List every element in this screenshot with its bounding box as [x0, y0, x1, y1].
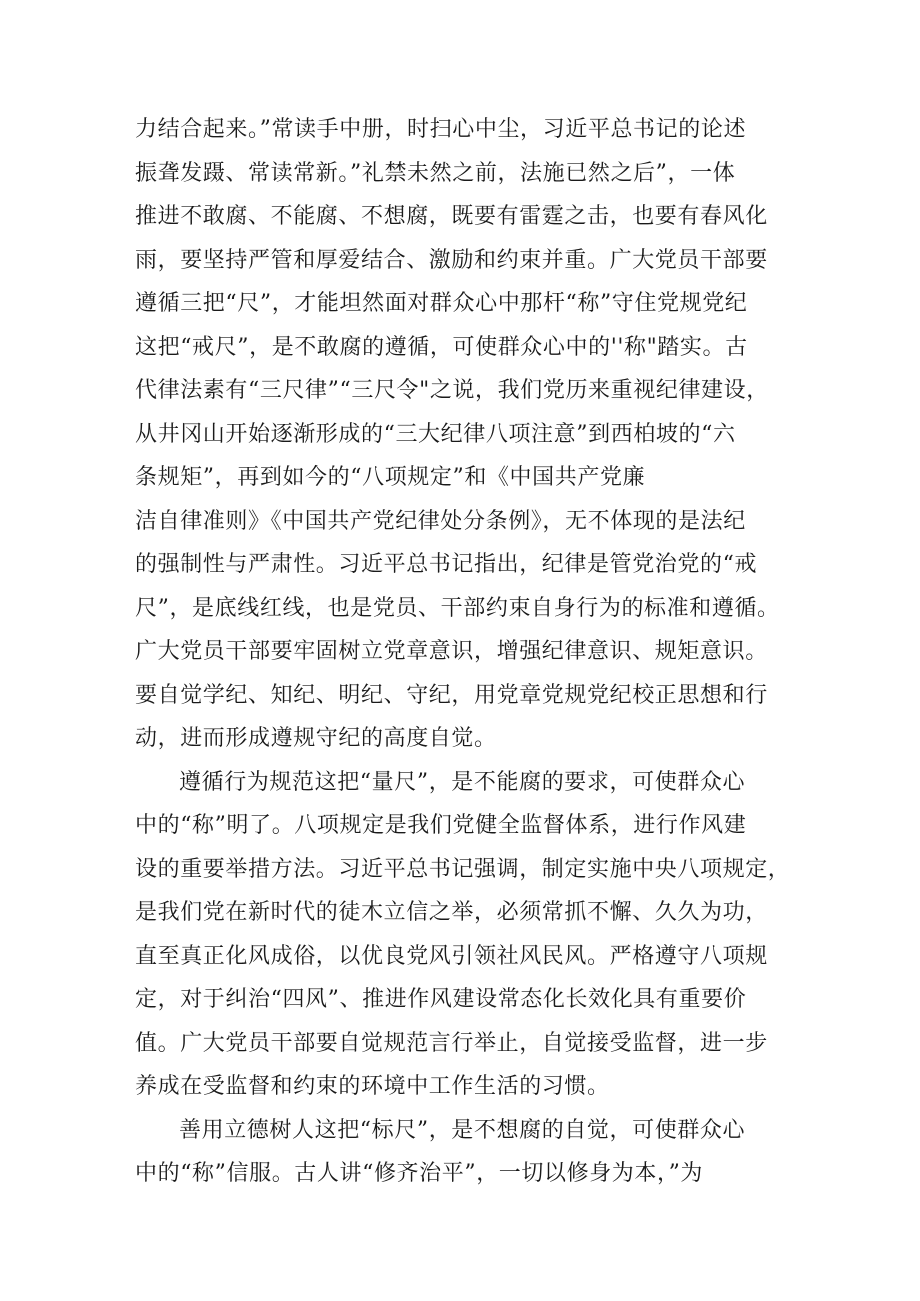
- text-line: 设的重要举措方法。习近平总书记强调，制定实施中央八项规定，: [135, 856, 791, 882]
- text-line: 力结合起来。”常读手中册，时扫心中尘，习近平总书记的论述: [135, 117, 747, 142]
- paragraph-start-line: 遵循行为规范这把“量尺”，是不能腐的要求，可使群众心: [179, 769, 746, 795]
- text-line: 尺”，是底线红线，也是党员、干部约束自身行为的标准和遵循。: [135, 595, 780, 621]
- text-line: 从井冈山开始逐渐形成的“三大纪律八项注意”到西柏坡的“六: [135, 421, 736, 447]
- text-line: 中的“称”明了。八项规定是我们党健全监督体系，进行作风建: [135, 813, 747, 838]
- text-line: 振聋发蹑、常读常新。”礼禁未然之前，法施已然之后”，一体: [135, 160, 736, 186]
- text-line: 中的“称”信服。古人讲“修齐治平”，一切以修身为本，”为: [135, 1161, 704, 1186]
- text-line: 这把“戒尺”，是不敢腐的遵循，可使群众心中的''称"踏实。古: [135, 334, 748, 360]
- text-line: 代律法素有“三尺律”“三尺令"之说，我们党历来重视纪律建设，: [135, 378, 769, 403]
- text-line: 条规矩”，再到如今的“八项规定”和《中国共产党廉: [135, 465, 646, 490]
- text-line: 动，进而形成遵规守纪的高度自觉。: [135, 726, 497, 751]
- body-text: [135, 108, 805, 1196]
- paragraph-start-line: 善用立德树人这把“标尺”，是不想腐的自觉，可使群众心: [179, 1117, 746, 1143]
- text-line: 直至真正化风成俗，以优良党风引领社风民风。严格遵守八项规: [135, 943, 768, 969]
- text-line: 的强制性与严肃性。习近平总书记指出，纪律是管党治党的“戒: [135, 552, 758, 577]
- text-line: 值。广大党员干部要自觉规范言行举止，自觉接受监督，进一步: [135, 1030, 768, 1056]
- text-line: 雨，要坚持严管和厚爱结合、激励和约束并重。广大党员干部要: [135, 247, 768, 273]
- text-line: 要自觉学纪、知纪、明纪、守纪，用党章党规党纪校正思想和行: [135, 682, 768, 708]
- text-line: 是我们党在新时代的徒木立信之举，必须常抓不懈、久久为功，: [135, 900, 768, 925]
- text-line: 广大党员干部要牢固树立党章意识，增强纪律意识、规矩意识。: [135, 639, 768, 664]
- text-line: 定，对于纠治“四风”、推进作风建设常态化长效化具有重要价: [135, 987, 747, 1012]
- text-line: 洁自律准则》《中国共产党纪律处分条例》，无不体现的是法纪: [135, 508, 746, 534]
- text-line: 养成在受监督和约束的环境中工作生活的习惯。: [135, 1074, 610, 1099]
- text-line: 推进不敢腐、不能腐、不想腐，既要有雷霆之击，也要有春风化: [135, 204, 768, 229]
- text-line: 遵循三把“尺”，才能坦然面对群众心中那杆“称”守住党规党纪: [135, 291, 748, 316]
